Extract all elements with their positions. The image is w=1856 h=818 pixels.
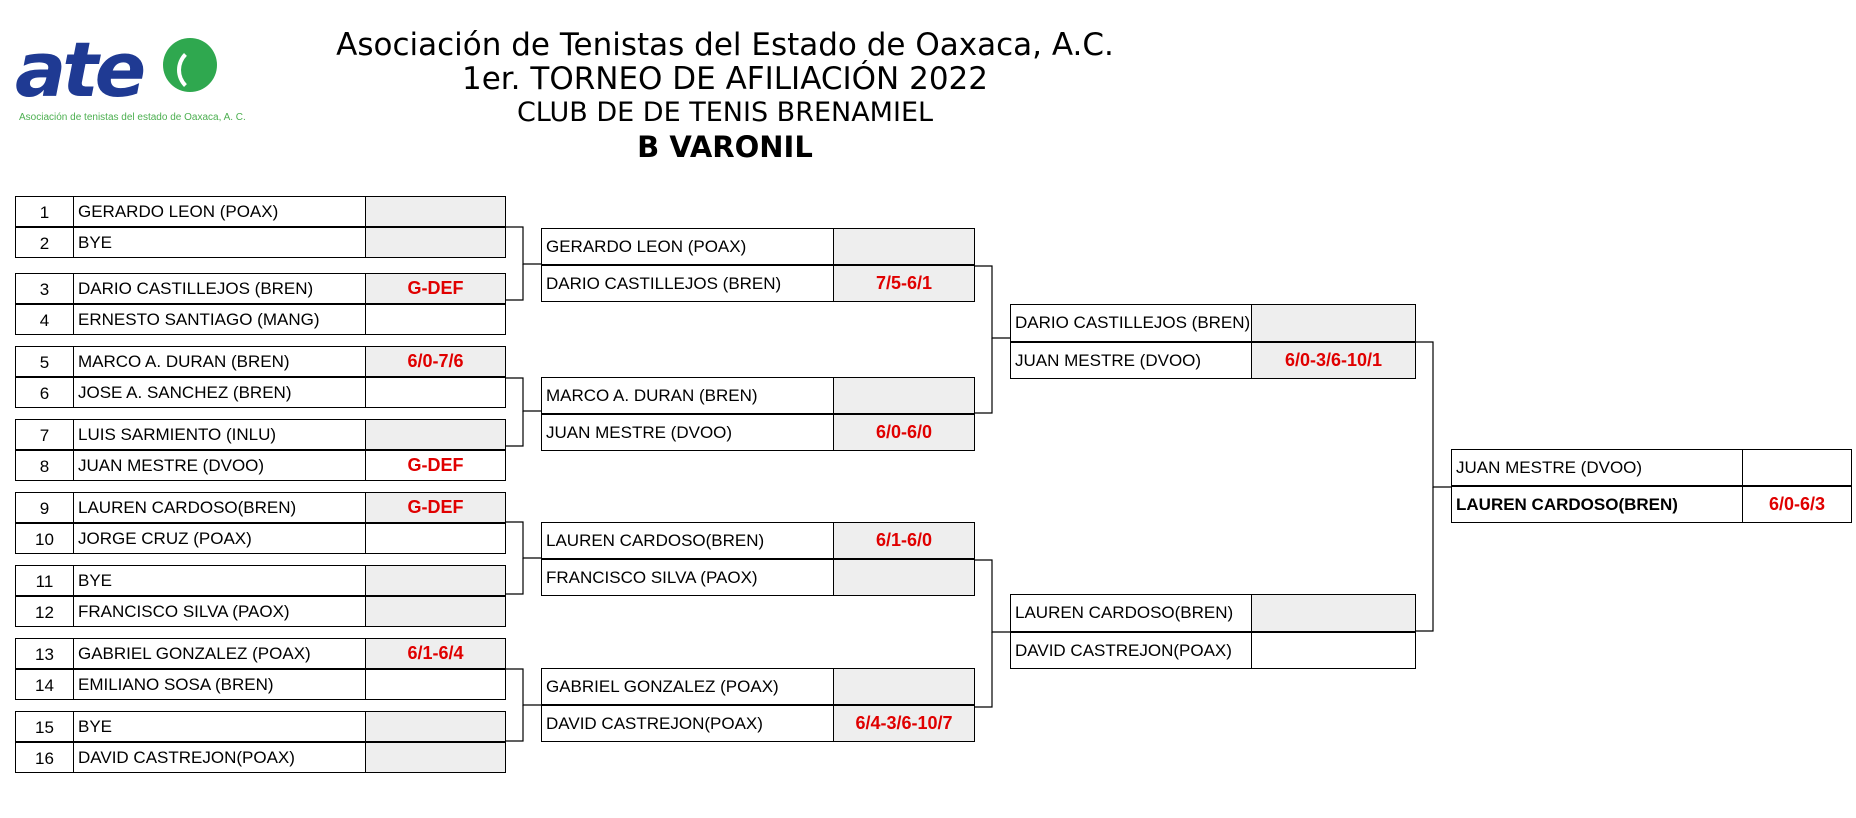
seed-number: 1 xyxy=(16,197,74,226)
seed-number: 3 xyxy=(16,274,74,303)
player-name: DAVID CASTREJON(POAX) xyxy=(1015,640,1232,660)
connector-r1-m7 xyxy=(505,669,541,705)
club-title: CLUB DE DE TENIS BRENAMIEL xyxy=(516,97,934,128)
player-name: JUAN MESTRE (DVOO) xyxy=(1456,457,1643,477)
final-score: 6/0-6/3 xyxy=(1742,487,1851,522)
seed-number: 14 xyxy=(16,670,74,699)
r2-slot-5 xyxy=(541,522,975,559)
r1-slot-14 xyxy=(15,669,506,700)
player-name: GERARDO LEON (POAX) xyxy=(546,236,747,256)
r1-slot-15 xyxy=(15,711,506,742)
player-name: BYE xyxy=(78,232,113,252)
r2-slot-8 xyxy=(541,705,975,742)
seed-number: 12 xyxy=(16,597,74,626)
seed-number: 6 xyxy=(16,378,74,407)
r1-slot-13 xyxy=(15,638,506,669)
match-score: 6/0-7/6 xyxy=(365,347,505,376)
r1-slot-12 xyxy=(15,596,506,627)
player-name: DARIO CASTILLEJOS (BREN) xyxy=(1015,313,1251,332)
connector-r2-m1 xyxy=(974,266,1010,338)
player-name: DARIO CASTILLEJOS (BREN) xyxy=(546,273,782,293)
seed-number: 5 xyxy=(16,347,74,376)
match-score: G-DEF xyxy=(365,493,505,522)
match-score: 6/1-6/0 xyxy=(833,523,974,558)
player-name: DARIO CASTILLEJOS (BREN) xyxy=(78,278,314,298)
match-score xyxy=(365,670,505,699)
r2-slot-2 xyxy=(541,265,975,302)
r1-slot-2 xyxy=(15,227,506,258)
player-name: JOSE A. SANCHEZ (BREN) xyxy=(78,382,292,402)
seed-number: 11 xyxy=(16,566,74,595)
match-score xyxy=(1251,633,1415,668)
r1-slot-4 xyxy=(15,304,506,335)
final-slot-1 xyxy=(1451,449,1852,486)
r2-slot-7 xyxy=(541,668,975,705)
player-name: LAUREN CARDOSO(BREN) xyxy=(1015,603,1234,622)
seed-number: 4 xyxy=(16,305,74,334)
connector-r3-m1 xyxy=(1415,342,1451,487)
connector-r1-m1 xyxy=(505,227,541,264)
seed-number: 15 xyxy=(16,712,74,741)
player-name: GABRIEL GONZALEZ (POAX) xyxy=(546,676,779,696)
r1-slot-5 xyxy=(15,346,506,377)
seed-number: 16 xyxy=(16,743,74,772)
seed-number: 7 xyxy=(16,420,74,449)
r2-slot-4 xyxy=(541,414,975,451)
player-name: EMILIANO SOSA (BREN) xyxy=(78,674,274,694)
tournament-title: 1er. TORNEO DE AFILIACIÓN 2022 xyxy=(461,61,988,97)
match-score xyxy=(833,229,974,264)
r2-slot-6 xyxy=(541,559,975,596)
seed-number: 13 xyxy=(16,639,74,668)
match-score xyxy=(365,420,505,449)
r1-slot-10 xyxy=(15,523,506,554)
r2-slot-3 xyxy=(541,377,975,414)
match-score xyxy=(1251,595,1415,631)
r1-slot-9 xyxy=(15,492,506,523)
seed-number: 8 xyxy=(16,451,74,480)
match-score xyxy=(365,228,505,257)
player-name: MARCO A. DURAN (BREN) xyxy=(78,351,290,371)
player-name: JUAN MESTRE (DVOO) xyxy=(1015,350,1202,370)
connector-r1-m5 xyxy=(505,522,541,558)
r2-slot-1 xyxy=(541,228,975,265)
category-title: B VARONIL xyxy=(637,130,813,164)
player-name: FRANCISCO SILVA (PAOX) xyxy=(546,567,758,587)
logo-subtitle: Asociación de tenistas del estado de Oaxaca, A. C. xyxy=(19,112,246,123)
logo-wordmark: ate xyxy=(15,25,143,114)
connector-r1-m3 xyxy=(505,378,541,411)
r3-slot-3 xyxy=(1010,594,1416,632)
player-name: JUAN MESTRE (DVOO) xyxy=(546,422,733,442)
player-name: MARCO A. DURAN (BREN) xyxy=(546,385,758,405)
match-score xyxy=(365,197,505,226)
player-name: DAVID CASTREJON(POAX) xyxy=(546,713,763,733)
r3-slot-4 xyxy=(1010,632,1416,669)
match-score xyxy=(1251,305,1415,341)
match-score: 6/1-6/4 xyxy=(365,639,505,668)
match-score: G-DEF xyxy=(365,274,505,303)
player-name: JUAN MESTRE (DVOO) xyxy=(78,455,265,475)
seed-number: 9 xyxy=(16,493,74,522)
match-score xyxy=(365,305,505,334)
r1-slot-6 xyxy=(15,377,506,408)
player-name: GABRIEL GONZALEZ (POAX) xyxy=(78,643,311,663)
player-name: BYE xyxy=(78,716,113,736)
r1-slot-3 xyxy=(15,273,506,304)
match-score: G-DEF xyxy=(365,451,505,480)
match-score xyxy=(833,669,974,704)
association-title: Asociación de Tenistas del Estado de Oaxaca, A.C. xyxy=(336,27,1114,63)
match-score: 6/4-3/6-10/7 xyxy=(833,706,974,741)
match-score xyxy=(365,743,505,772)
player-name: JORGE CRUZ (POAX) xyxy=(78,528,252,548)
match-score xyxy=(365,712,505,741)
player-name: DAVID CASTREJON(POAX) xyxy=(78,747,295,767)
r3-slot-2 xyxy=(1010,342,1416,379)
match-score: 6/0-3/6-10/1 xyxy=(1251,343,1415,378)
match-score xyxy=(1742,450,1851,485)
r1-slot-8 xyxy=(15,450,506,481)
r1-slot-1 xyxy=(15,196,506,227)
player-name: LAUREN CARDOSO(BREN) xyxy=(78,497,297,517)
champion-name: LAUREN CARDOSO(BREN) xyxy=(1456,494,1678,514)
match-score xyxy=(365,566,505,595)
player-name: GERARDO LEON (POAX) xyxy=(78,201,279,221)
seed-number: 10 xyxy=(16,524,74,553)
player-name: LUIS SARMIENTO (INLU) xyxy=(78,424,277,444)
player-name: FRANCISCO SILVA (PAOX) xyxy=(78,601,290,621)
connector-r2-m2 xyxy=(974,560,1010,632)
seed-number: 2 xyxy=(16,228,74,257)
player-name: BYE xyxy=(78,570,113,590)
r1-slot-7 xyxy=(15,419,506,450)
match-score: 7/5-6/1 xyxy=(833,266,974,301)
r3-slot-1 xyxy=(1010,304,1416,342)
match-score: 6/0-6/0 xyxy=(833,415,974,450)
r1-slot-16 xyxy=(15,742,506,773)
player-name: LAUREN CARDOSO(BREN) xyxy=(546,530,765,550)
match-score xyxy=(833,560,974,595)
match-score xyxy=(365,524,505,553)
match-score xyxy=(365,378,505,407)
player-name: ERNESTO SANTIAGO (MANG) xyxy=(78,309,320,329)
r1-slot-11 xyxy=(15,565,506,596)
final-slot-2 xyxy=(1451,486,1852,523)
match-score xyxy=(365,597,505,626)
match-score xyxy=(833,378,974,413)
